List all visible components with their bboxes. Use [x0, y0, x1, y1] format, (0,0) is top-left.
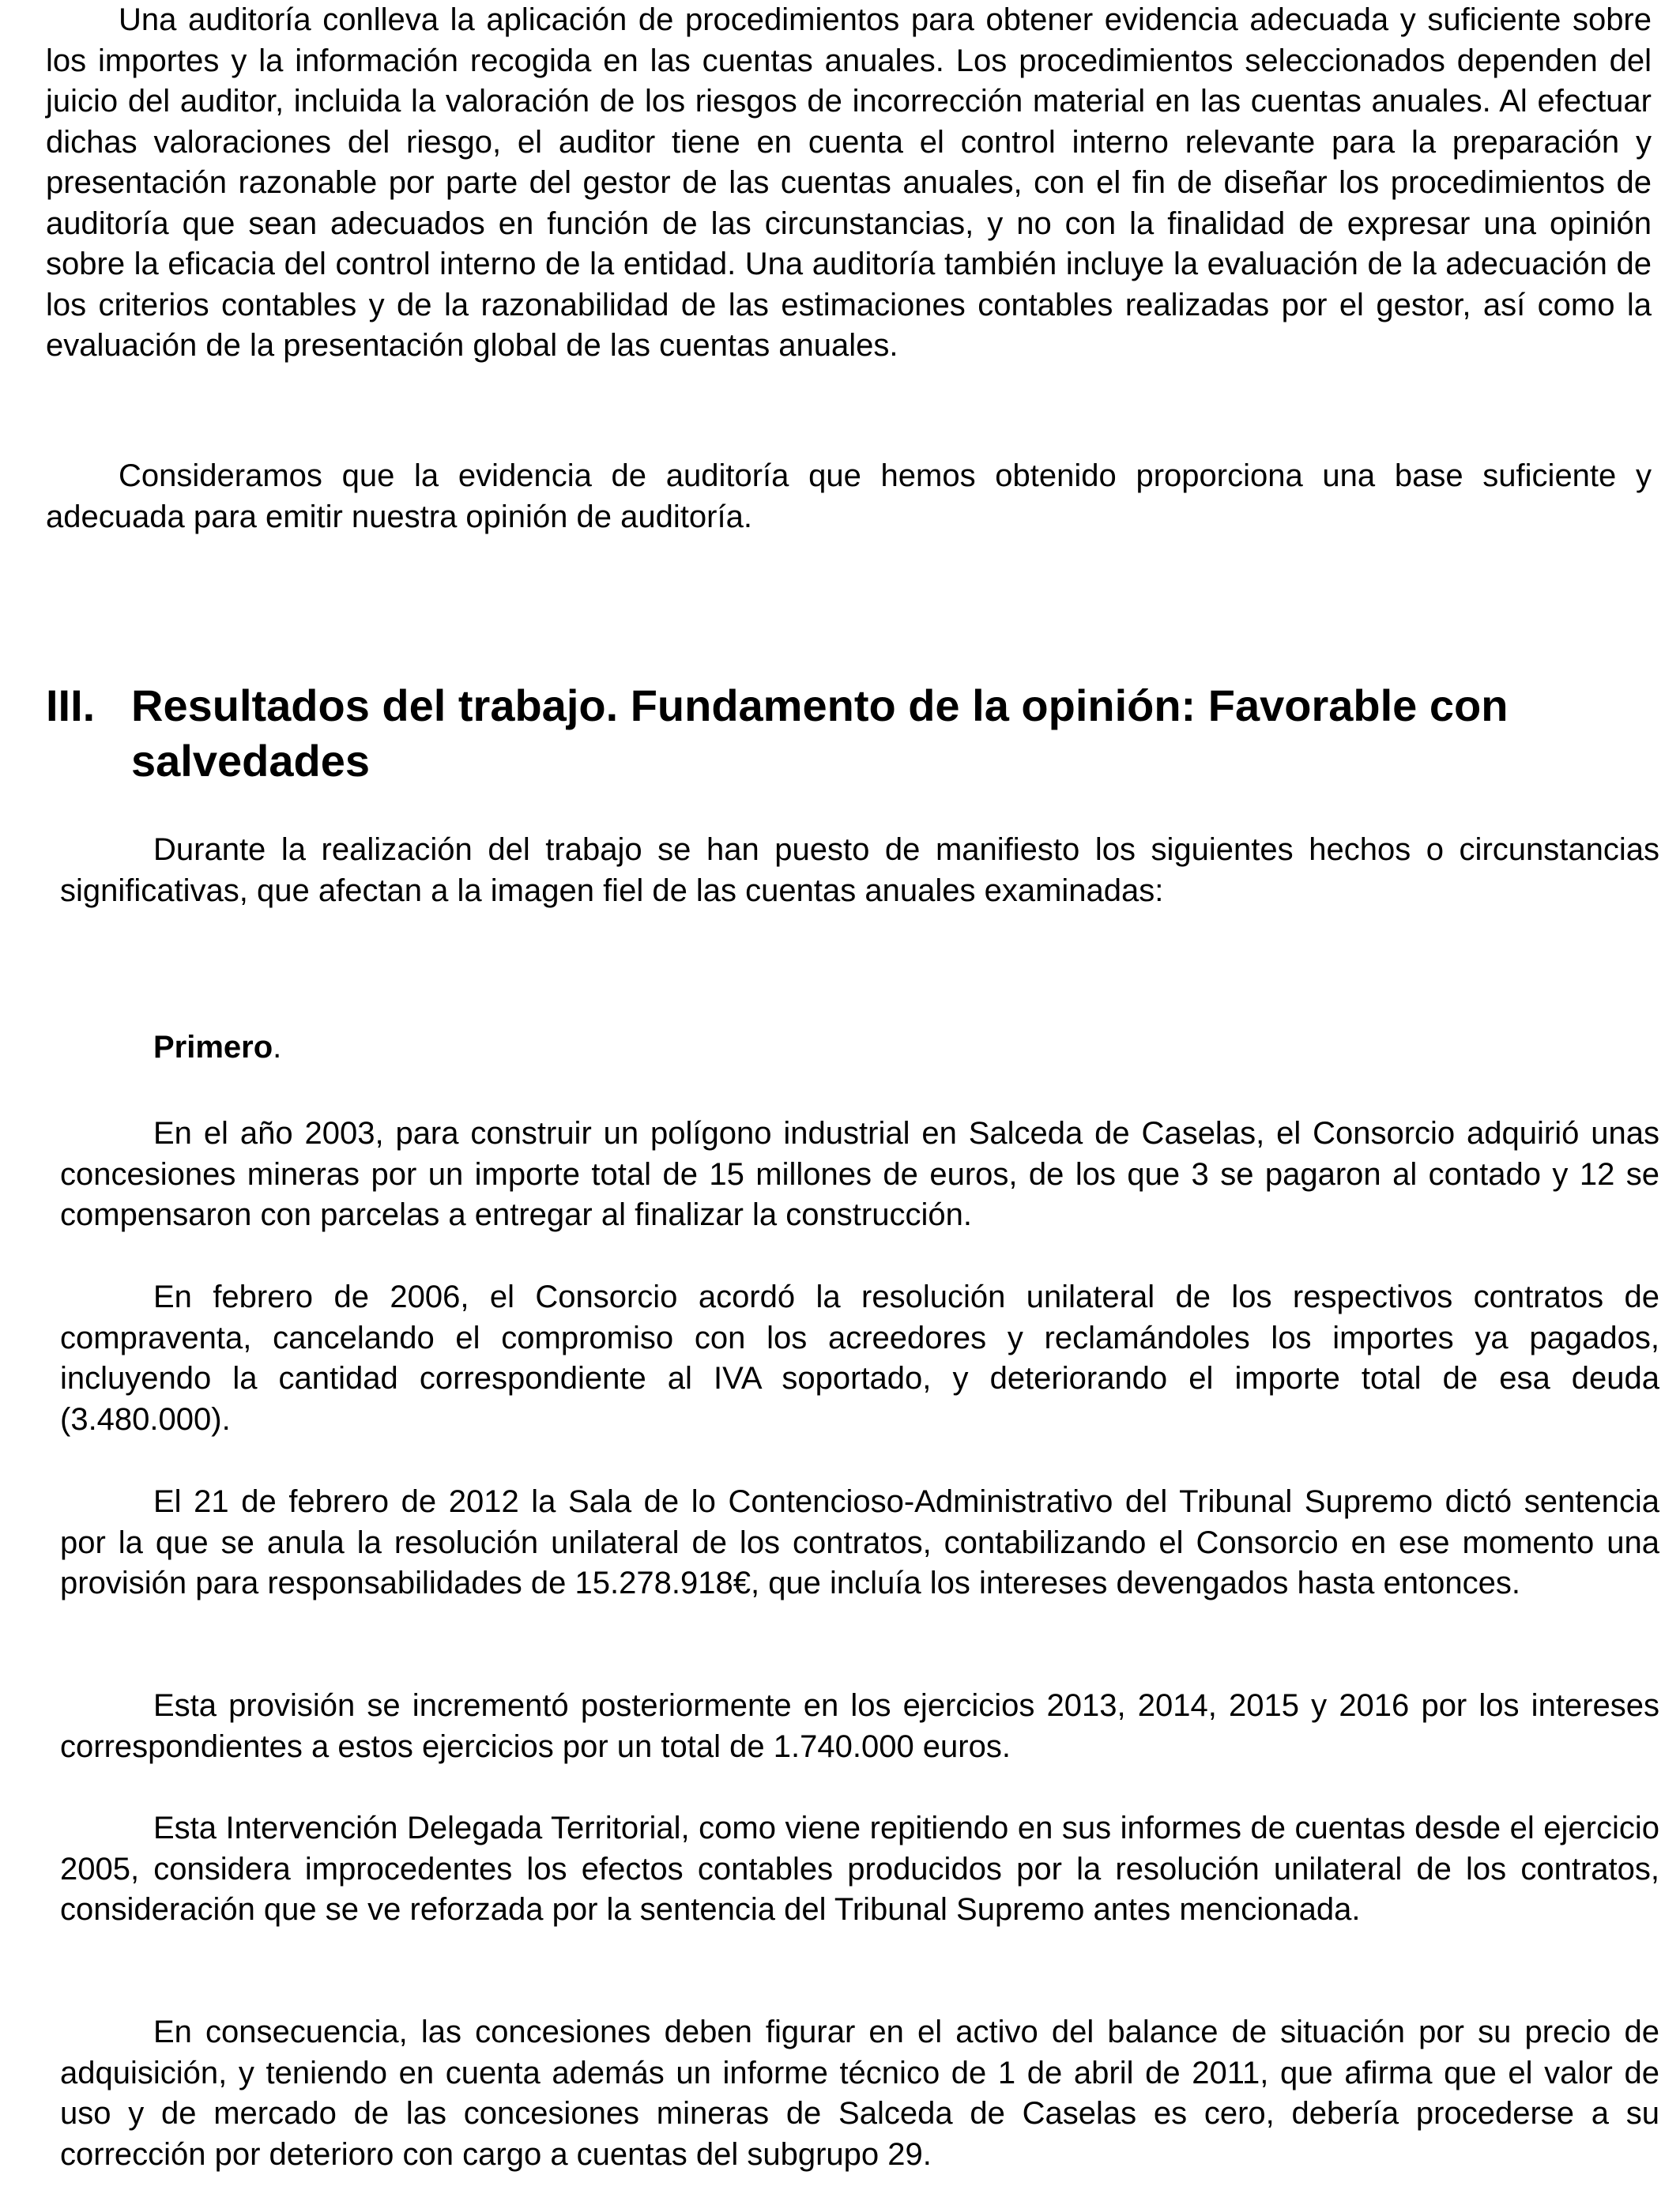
- intro-paragraph-audit-evidence: Consideramos que la evidencia de auditoría que hemos obtenido proporciona una base suficiente y adecuada para emitir nuestra opinión de auditoría.: [46, 458, 1652, 534]
- body-paragraph-provision: Esta provisión se incrementó posteriormente en los ejercicios 2013, 2014, 2015 y 2016 por los intereses correspondientes a estos ejercicios por un total de 1.740.000 euros.: [60, 1688, 1659, 1764]
- subheading-punctuation: .: [273, 1030, 282, 1065]
- section-intro-paragraph: Durante la realización del trabajo se han puesto de manifiesto los siguientes hechos o circunstancias significativas, que afectan a la imagen fiel de las cuentas anuales examinadas:: [60, 832, 1659, 908]
- subheading-primero: [153, 1027, 281, 1069]
- body-paragraph-acquisition: En el año 2003, para construir un polígono industrial en Salceda de Caselas, el Consorcio adquirió unas concesiones mineras por un importe total de 15 millones de euros, de los que 3 se pagaron al contado y 12 se compensaron con parcelas a entregar al finalizar la construcción.: [60, 1116, 1659, 1232]
- section-title: Resultados del trabajo. Fundamento de la opinión: Favorable con salvedades: [131, 680, 1509, 786]
- body-paragraph-intervention: Esta Intervención Delegada Territorial, como viene repitiendo en sus informes de cuentas desde el ejercicio 2005, considera improcedentes los efectos contables producidos por la resolución unilateral de los contratos, consideración que se ve reforzada por la sentencia del Tribunal Supremo antes mencionada.: [60, 1811, 1659, 1927]
- subheading-label: Primero: [153, 1030, 273, 1065]
- intro-paragraph-audit-procedures: Una auditoría conlleva la aplicación de procedimientos para obtener evidencia adecuada y suficiente sobre los importes y la información recogida en las cuentas anuales. Los procedimientos seleccionados dependen del juicio del auditor, incluida la valoración de los riesgos de incorrección material en las cuentas anuales. Al efectuar dichas valoraciones del riesgo, el auditor tiene en cuenta el control interno relevante para la preparación y presentación razonable por parte del gestor de las cuentas anuales, con el fin de diseñar los procedimientos de auditoría que sean adecuados en función de las circunstancias, y no con la finalidad de expresar una opinión sobre la eficacia del control interno de la entidad. Una auditoría también incluye la evaluación de la adecuación de los criterios contables y de la razonabilidad de las estimaciones contables realizadas por el gestor, así como la evaluación de la presentación global de las cuentas anuales.: [46, 2, 1652, 363]
- body-paragraph-consequence: En consecuencia, las concesiones deben figurar en el activo del balance de situación por su precio de adquisición, y teniendo en cuenta además un informe técnico de 1 de abril de 2011, que afirma que el valor de uso y de mercado de las concesiones mineras de Salceda de Caselas es cero, debería procederse a su corrección por deterioro con cargo a cuentas del subgrupo 29.: [60, 2015, 1659, 2172]
- body-paragraph-resolution: En febrero de 2006, el Consorcio acordó la resolución unilateral de los respectivos contratos de compraventa, cancelando el compromiso con los acreedores y reclamándoles los importes ya pagados, incluyendo la cantidad correspondiente al IVA soportado, y deteriorando el importe total de esa deuda (3.480.000).: [60, 1280, 1659, 1437]
- section-number: III.: [46, 680, 96, 730]
- body-paragraph-sentence: El 21 de febrero de 2012 la Sala de lo Contencioso-Administrativo del Tribunal Supremo dictó sentencia por la que se anula la resolución unilateral de los contratos, contabilizando el Consorcio en ese momento una provisión para responsabilidades de 15.278.918€, que incluía los intereses devengados hasta entonces.: [60, 1484, 1659, 1600]
